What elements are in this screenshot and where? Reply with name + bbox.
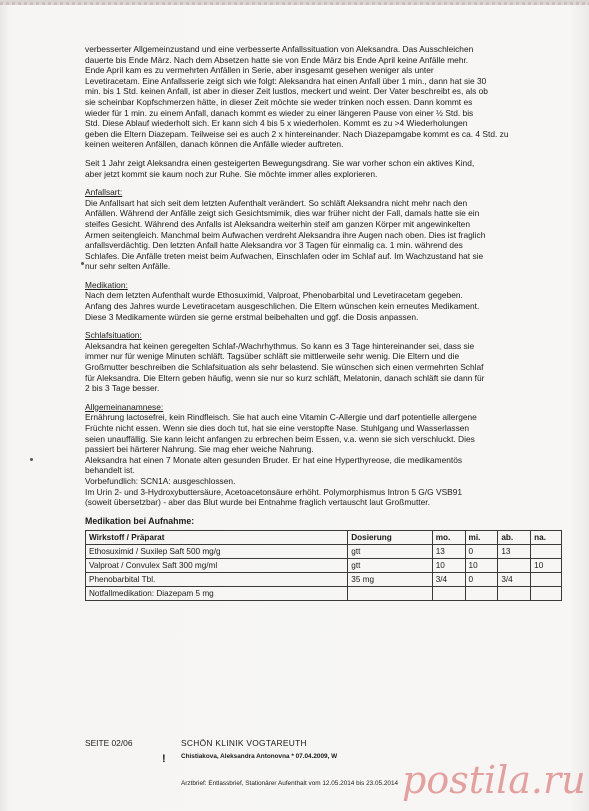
section-line: Vorbefundlich: SCN1A: ausgeschlossen.	[85, 475, 236, 486]
table-cell: Ethosuximid / Suxilep Saft 500 mg/g	[86, 545, 348, 559]
movement-paragraph	[85, 158, 563, 179]
medication-table-title: Medikation bei Aufnahme:	[85, 515, 195, 526]
section-schlafsituation	[85, 330, 563, 394]
table-cell	[465, 587, 498, 601]
intro-line: geben die Eltern Diazepam. Teilweise sei es auch 2 x hintereinander. Nach Diazepamgabe kommt es ca. 4 Std. zu	[85, 128, 509, 139]
scan-speck	[30, 458, 33, 461]
table-cell: 10	[531, 559, 562, 573]
section-line: Großmutter beschreiben die Schlafsituation als sehr belastend. Sie wünschen sich einen vermehrten Schlaf	[85, 362, 484, 373]
patient-info: Chistiakova, Aleksandra Antonovna * 07.04.2009, W	[181, 753, 338, 760]
table-cell: 13	[498, 545, 531, 559]
page-number: SEITE 02/06	[85, 738, 133, 748]
section-line: nur sehr selten Anfälle.	[85, 261, 171, 272]
section-line: Aleksandra hat einen 7 Monate alten gesunden Bruder. Er hat eine Hyperthyreose, die medikamentös	[85, 454, 463, 465]
intro-line: Levetiracetam. Eine Anfallsserie zeigt sich wie folgt: Aleksandra hat einen Anfall über 1 min., dann hat sie 30	[85, 75, 487, 86]
letter-body	[85, 44, 563, 601]
section-line: immer nur für wenige Minuten schläft. Tagsüber schläft sie mittlerweile sehr wenig. Die Eltern und die	[85, 351, 460, 362]
table-cell: 35 mg	[348, 573, 432, 587]
section-line: seien unauffällig. Sie kann leicht anfangen zu erbrechen beim Essen, v.a. wenn sie sich verschluckt. Dies	[85, 433, 475, 444]
section-line: 2 bis 3 Tage besser.	[85, 383, 160, 394]
column-header: Dosierung	[348, 531, 432, 545]
table-cell: 10	[432, 559, 465, 573]
footer-header-row	[85, 738, 565, 748]
intro-line: wieder für 1 min. zu einem Anfall, danach kommt es wieder zu einer längeren Pause von einer ½ Std. bis	[85, 107, 474, 118]
site-watermark: postila.ru	[402, 758, 586, 802]
section-line: für Aleksandra. Die Eltern geben häufig, wenn sie nur so kurz schläft, Melatonin, danach schläft sie dann für	[85, 372, 485, 383]
section-line: Im Urin 2- und 3-Hydroxybuttersäure, Acetoacetonsäure erhöht. Polymorphismus Intron 5 G/G VSB91	[85, 486, 463, 497]
section-title: Schlafsituation:	[85, 330, 142, 341]
intro-line: Std. Diese Ablauf wiederholt sich. Er kann sich 4 bis 5 x wiederholen. Kommt es zu >4 Wiederholungen	[85, 118, 468, 129]
section-medikation	[85, 280, 563, 322]
perforation-edge	[0, 2, 589, 5]
section-line: Schlafes. Die Anfälle treten meist beim Aufwachen, Einschlafen oder im Schlaf auf. Im Wachzustand hat sie	[85, 250, 484, 261]
table-header-row	[86, 531, 562, 545]
table-cell: gtt	[348, 545, 432, 559]
intro-line: verbesserter Allgemeinzustand und eine verbesserte Anfallssituation von Aleksandra. Das Ausschleichen	[85, 44, 474, 54]
medication-table	[85, 530, 562, 601]
table-cell: Phenobarbital Tbl.	[86, 573, 348, 587]
table-cell	[498, 559, 531, 573]
table-cell	[531, 573, 562, 587]
table-cell: 13	[432, 545, 465, 559]
column-header: mi.	[465, 531, 498, 545]
column-header: ab.	[498, 531, 531, 545]
letter-info: Arztbrief: Entlassbrief, Stationärer Aufenthalt vom 12.05.2014 bis 23.05.2014	[181, 780, 399, 787]
table-cell	[432, 587, 465, 601]
table-cell: 0	[465, 545, 498, 559]
section-line: behandelt ist.	[85, 465, 135, 476]
section-line: Anfällen. Während der Anfälle zeigt sich Gesichtsmimik, dies war früher nicht der Fall, damals hatte sie ein	[85, 208, 480, 219]
table-cell: 0	[465, 573, 498, 587]
table-cell: 3/4	[432, 573, 465, 587]
section-line: Ernährung lactosefrei, kein Rindfleisch. Sie hat auch eine Vitamin C-Allergie und darf potentielle allergene	[85, 412, 477, 423]
section-line: Nach dem letzten Aufenthalt wurde Ethosuximid, Valproat, Phenobarbital und Levetiracetam gegeben.	[85, 290, 463, 301]
table-row	[86, 559, 562, 573]
section-line: Diese 3 Medikamente würden sie gerne erstmal beibehalten und ggf. die Dosis anpassen.	[85, 311, 419, 322]
section-line: passiert bei härterer Nahrung. Sie mag eher weiche Nahrung.	[85, 444, 314, 455]
table-cell: 3/4	[498, 573, 531, 587]
column-header: mo.	[432, 531, 465, 545]
margin-mark: !	[162, 753, 166, 765]
column-header: na.	[531, 531, 562, 545]
table-cell	[531, 587, 562, 601]
scan-speck	[81, 262, 84, 265]
section-title: Medikation:	[85, 279, 128, 290]
intro-paragraph	[85, 44, 563, 150]
section-title: Anfallsart:	[85, 187, 123, 198]
clinic-name: SCHÖN KLINIK VOGTAREUTH	[181, 738, 307, 748]
intro-line: keinen weiteren Anfällen, danach können die Anfälle wieder auftreten.	[85, 139, 344, 150]
section-title: Allgemeinanamnese:	[85, 401, 164, 412]
section-anfallsart	[85, 187, 563, 272]
column-header: Wirkstoff / Präparat	[86, 531, 348, 545]
section-line: Die Anfallsart hat sich seit dem letzten Aufenthalt verändert. So schläft Aleksandra nicht mehr nach den	[85, 197, 468, 208]
section-line: Aleksandra hat keinen geregelten Schlaf-/Wachrhythmus. So kann es 3 Tage hintereinander sei, dass sie	[85, 340, 475, 351]
section-line: Anfang des Jahres wurde Levetiracetam ausgeschlichen. Die Eltern wünschen kein erneutes Medikament.	[85, 301, 480, 312]
table-cell: 10	[465, 559, 498, 573]
table-row	[86, 587, 562, 601]
section-line: steifes Gesicht. Während des Anfalls ist Aleksandra weiterhin steif am ganzen Körper mit angewinkelten	[85, 218, 470, 229]
table-cell	[531, 545, 562, 559]
movement-line: aber jetzt kommt sie kaum noch zur Ruhe. Sie möchte immer alles explorieren.	[85, 168, 378, 179]
section-allgemeinanamnese	[85, 402, 563, 508]
table-row	[86, 545, 562, 559]
table-cell: Valproat / Convulex Saft 300 mg/ml	[86, 559, 348, 573]
movement-line: Seit 1 Jahr zeigt Aleksandra einen gesteigerten Bewegungsdrang. Sie war vorher schon ein aktives Kind,	[85, 157, 475, 168]
section-line: anfallsverdächtig. Den letzten Anfall hatte Aleksandra vor 3 Tagen für einmalig ca. 1 min. während des	[85, 240, 463, 251]
intro-line: sie scheinbar Kopfschmerzen hätte, in dieser Zeit möchte sie weder trinken noch essen. Dann kommt es	[85, 96, 473, 107]
table-cell: Notfallmedikation: Diazepam 5 mg	[86, 587, 348, 601]
intro-line: dauerte bis Ende März. Nach dem Absetzen hatte sie von Ende März bis Ende April keine Anfälle mehr.	[85, 54, 469, 65]
intro-line: min. bis 1 Std. keinen Anfall, ist aber in dieser Zeit lustlos, meckert und weint. Der Vater beschreibt es, als ob	[85, 86, 488, 97]
section-line: Früchte nicht essen. Wenn sie dies doch tut, hat sie eine verstopfte Nase. Stuhlgang und Wasserlassen	[85, 423, 470, 433]
table-cell	[498, 587, 531, 601]
table-cell	[348, 587, 432, 601]
table-row	[86, 573, 562, 587]
section-line: Armen seitengleich. Manchmal beim Aufwachen verdreht Aleksandra ihre Augen nach oben. Dies ist fraglich	[85, 229, 486, 240]
intro-line: Ende April kam es zu vermehrten Anfällen in Serie, aber insgesamt gesehen weniger als unter	[85, 65, 434, 76]
table-cell: gtt	[348, 559, 432, 573]
section-line: (soweit übersetzbar) - aber das Blut wurde bei Entnahme fraglich vertauscht laut Großmutter.	[85, 497, 430, 508]
